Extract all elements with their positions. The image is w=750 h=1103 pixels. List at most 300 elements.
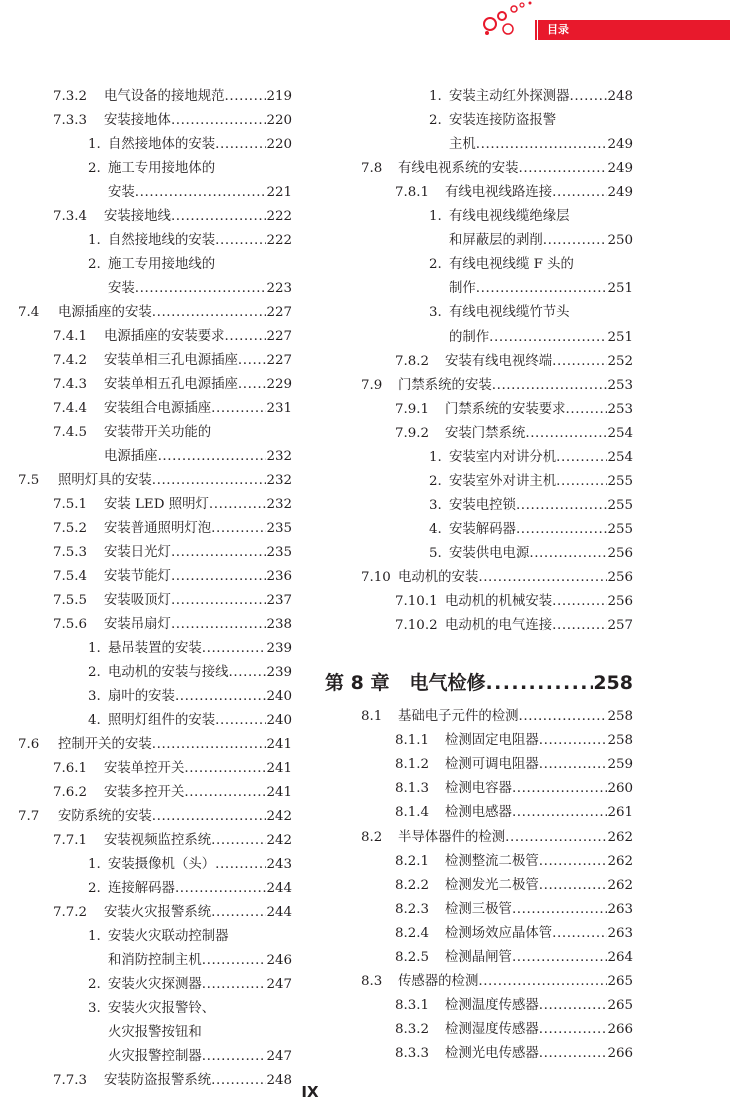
leader-dots	[238, 349, 267, 373]
toc-entry-number: 7.6	[18, 737, 40, 752]
toc-entry-page: 220	[266, 137, 292, 152]
toc-entry-page: 247	[266, 977, 292, 992]
toc-entry-number: 2.	[88, 881, 101, 896]
toc-entry-page: 255	[607, 521, 633, 537]
toc-entry[interactable]	[53, 781, 292, 805]
toc-entry-number: 2.	[429, 257, 442, 273]
leader-dots	[152, 301, 267, 325]
toc-entry[interactable]	[395, 1042, 633, 1066]
toc-entry-page: 256	[607, 570, 633, 585]
toc-entry-number: 8.2	[361, 829, 383, 845]
chapter-heading[interactable]	[325, 668, 633, 698]
toc-entry-title: 电动机的机械安装	[445, 594, 553, 610]
leader-dots	[175, 685, 266, 709]
toc-entry-page: 229	[266, 377, 292, 392]
toc-entry-page: 248	[607, 89, 633, 104]
toc-entry-title: 安装视频监控系统	[104, 833, 212, 848]
toc-entry[interactable]	[429, 205, 633, 229]
toc-entry-title: 电动机的安装	[398, 570, 479, 585]
toc-entry[interactable]	[53, 901, 292, 925]
toc-entry[interactable]	[88, 877, 292, 901]
leader-dots	[512, 777, 607, 801]
toc-entry[interactable]	[88, 157, 292, 181]
toc-entry-number: 7.8	[361, 161, 383, 177]
leader-dots	[171, 589, 266, 613]
toc-entry-title: 和消防控制主机	[108, 953, 202, 968]
toc-entry-page: 260	[607, 781, 633, 797]
toc-entry-title: 安装火灾报警铃、	[108, 1001, 216, 1016]
leader-dots	[512, 898, 607, 922]
toc-entry[interactable]	[429, 542, 633, 566]
toc-entry[interactable]	[395, 350, 633, 374]
leader-dots	[211, 901, 266, 925]
toc-entry[interactable]	[88, 661, 292, 685]
leader-dots	[152, 469, 267, 493]
toc-entry-number: 7.3.2	[53, 89, 88, 104]
toc-entry-number: 8.3.2	[395, 1022, 430, 1038]
leader-dots	[505, 826, 607, 850]
toc-entry-number: 8.1.1	[395, 733, 430, 749]
leader-dots	[209, 493, 267, 517]
toc-entry-title: 火灾报警按钮和	[108, 1025, 202, 1040]
leader-dots	[516, 518, 607, 542]
toc-entry[interactable]	[361, 826, 633, 850]
toc-entry[interactable]	[395, 801, 633, 825]
toc-entry-title: 电源插座	[104, 449, 158, 464]
toc-entry-title: 有线电视系统的安装	[398, 161, 519, 177]
toc-entry[interactable]	[53, 517, 292, 541]
toc-entry-page: 253	[607, 377, 633, 393]
toc-entry[interactable]	[395, 777, 633, 801]
toc-entry-title: 安装日光灯	[104, 545, 171, 560]
toc-entry-title: 有线电视线缆 F 头的	[449, 257, 574, 273]
toc-entry-number: 7.4.5	[53, 425, 88, 440]
toc-entry-title: 检测发光二极管	[445, 877, 539, 893]
toc-entry-number: 7.10.1	[395, 594, 438, 610]
chapter-page: 258	[593, 672, 633, 694]
toc-entry[interactable]	[53, 565, 292, 589]
toc-entry[interactable]	[53, 493, 292, 517]
toc-entry[interactable]	[429, 518, 633, 542]
leader-dots	[543, 229, 608, 253]
toc-entry-page: 223	[266, 281, 292, 296]
leader-dots	[202, 1045, 267, 1069]
toc-entry[interactable]	[88, 853, 292, 877]
toc-entry-page: 240	[266, 713, 292, 728]
toc-entry[interactable]	[108, 277, 292, 301]
toc-entry[interactable]	[395, 590, 633, 614]
toc-entry-title: 检测光电传感器	[445, 1046, 539, 1062]
toc-entry-title: 悬吊装置的安装	[108, 641, 202, 656]
toc-entry-title: 安装 LED 照明灯	[104, 497, 209, 512]
leader-dots	[225, 85, 267, 109]
toc-entry-page: 248	[266, 1073, 292, 1088]
toc-entry-page: 266	[607, 1022, 633, 1038]
toc-entry[interactable]	[53, 397, 292, 421]
toc-entry-number: 1.	[88, 233, 101, 248]
toc-entry[interactable]	[53, 421, 292, 445]
toc-entry-page: 261	[607, 805, 633, 821]
toc-entry-number: 1.	[429, 209, 442, 225]
toc-entry-title: 安装火灾报警系统	[104, 905, 212, 920]
toc-entry-title: 施工专用接地线的	[108, 257, 216, 272]
toc-entry-number: 8.1.3	[395, 781, 430, 797]
toc-entry-title: 检测电感器	[445, 805, 512, 821]
toc-entry-title: 安装摄像机（头）	[108, 857, 216, 872]
toc-entry[interactable]	[395, 874, 633, 898]
toc-entry-title: 和屏蔽层的剥削	[449, 233, 543, 249]
toc-entry-title: 安装火灾联动控制器	[108, 929, 229, 944]
toc-entry[interactable]	[449, 229, 633, 253]
toc-entry-page: 241	[266, 761, 292, 776]
leader-dots	[539, 753, 608, 777]
toc-entry-page: 265	[607, 974, 633, 990]
toc-entry[interactable]	[395, 729, 633, 753]
leader-dots	[215, 229, 266, 253]
leader-dots	[556, 446, 607, 470]
toc-entry-title: 主机	[449, 137, 476, 153]
leader-dots	[539, 1042, 608, 1066]
toc-entry-page: 264	[607, 950, 633, 965]
toc-entry-page: 250	[607, 233, 633, 249]
toc-entry-number: 7.5.1	[53, 497, 88, 512]
toc-entry-page: 227	[266, 305, 292, 320]
toc-entry-number: 8.2.4	[395, 925, 430, 941]
leader-dots	[552, 614, 607, 638]
toc-entry-page: 255	[607, 473, 633, 489]
leader-dots	[202, 973, 267, 997]
toc-entry[interactable]	[88, 997, 292, 1021]
toc-entry-page: 247	[266, 1049, 292, 1064]
leader-dots	[215, 709, 266, 733]
toc-entry-page: 237	[266, 593, 292, 608]
toc-entry-title: 制作	[449, 281, 476, 297]
header-section-tab	[538, 20, 730, 40]
toc-entry[interactable]	[18, 805, 292, 829]
toc-entry-number: 1.	[88, 137, 101, 152]
toc-entry[interactable]	[53, 325, 292, 349]
toc-entry[interactable]	[395, 181, 633, 205]
page-number: IX	[301, 1083, 319, 1101]
toc-entry-number: 7.4.3	[53, 377, 88, 392]
toc-entry[interactable]	[429, 109, 633, 133]
toc-entry-number: 7.5.5	[53, 593, 88, 608]
leader-dots	[519, 157, 608, 181]
leader-dots	[229, 661, 267, 685]
toc-entry[interactable]	[361, 566, 633, 590]
toc-entry-number: 7.4	[18, 305, 40, 320]
leader-dots	[512, 801, 607, 825]
toc-entry[interactable]	[361, 970, 633, 994]
toc-entry-number: 7.5.2	[53, 521, 88, 536]
toc-entry-title: 有线电视线缆竹节头	[449, 305, 570, 321]
leader-dots	[175, 877, 266, 901]
toc-entry-number: 8.3	[361, 974, 383, 990]
toc-entry-title: 安装单控开关	[104, 761, 185, 776]
leader-dots	[539, 729, 608, 753]
leader-dots	[476, 277, 608, 301]
toc-entry[interactable]	[361, 157, 633, 181]
toc-entry[interactable]	[395, 398, 633, 422]
leader-dots	[476, 133, 608, 157]
toc-entry[interactable]	[429, 470, 633, 494]
header-decoration-icon	[478, 0, 538, 42]
toc-entry-page: 246	[266, 953, 292, 968]
toc-entry-page: 265	[607, 998, 633, 1014]
leader-dots	[184, 757, 266, 781]
toc-entry[interactable]	[18, 469, 292, 493]
leader-dots	[211, 397, 266, 421]
toc-entry-title: 安装供电电源	[449, 545, 530, 561]
leader-dots	[135, 277, 267, 301]
leader-dots	[478, 970, 607, 994]
toc-entry[interactable]	[108, 181, 292, 205]
toc-entry-page: 232	[266, 497, 292, 512]
toc-entry[interactable]	[395, 850, 633, 874]
toc-entry-page: 240	[266, 689, 292, 704]
toc-entry[interactable]	[395, 946, 633, 970]
toc-entry-number: 8.3.3	[395, 1046, 430, 1062]
toc-entry-title: 检测电容器	[445, 781, 512, 797]
toc-entry-number: 8.1	[361, 709, 383, 724]
leader-dots	[552, 922, 607, 946]
toc-entry-title: 安装室内对讲分机	[449, 449, 557, 465]
toc-entry-title: 检测可调电阻器	[445, 757, 539, 773]
toc-entry-title: 安装门禁系统	[445, 425, 526, 441]
toc-entry-page: 241	[266, 737, 292, 752]
leader-dots	[211, 1069, 266, 1093]
toc-entry[interactable]	[53, 589, 292, 613]
toc-entry-page: 235	[266, 545, 292, 560]
toc-entry-number: 2.	[88, 257, 101, 272]
toc-entry-title: 自然接地线的安装	[108, 233, 216, 248]
header-label: 目录	[547, 23, 569, 36]
leader-dots	[512, 946, 607, 970]
toc-entry[interactable]	[53, 85, 292, 109]
toc-entry-number: 7.3.4	[53, 209, 88, 224]
toc-entry[interactable]	[108, 1021, 292, 1045]
toc-entry-number: 4.	[429, 521, 442, 537]
toc-entry[interactable]	[449, 133, 633, 157]
toc-entry[interactable]	[395, 922, 633, 946]
toc-entry[interactable]	[449, 326, 633, 350]
toc-entry[interactable]	[88, 709, 292, 733]
leader-dots	[171, 541, 266, 565]
toc-entry-page: 257	[607, 618, 633, 634]
toc-entry-number: 7.10.2	[395, 618, 438, 634]
toc-entry-title: 安装	[108, 185, 135, 200]
toc-entry-title: 的制作	[449, 329, 490, 345]
leader-dots	[566, 398, 608, 422]
toc-entry-title: 安装连接防盗报警	[449, 113, 557, 129]
toc-entry-title: 检测温度传感器	[445, 998, 539, 1014]
toc-entry-number: 7.5	[18, 473, 40, 488]
toc-entry[interactable]	[53, 541, 292, 565]
toc-entry[interactable]	[449, 277, 633, 301]
toc-entry[interactable]	[53, 349, 292, 373]
toc-entry-number: 8.1.4	[395, 805, 430, 821]
toc-entry[interactable]	[88, 973, 292, 997]
toc-entry[interactable]	[108, 949, 292, 973]
toc-entry[interactable]	[53, 829, 292, 853]
toc-entry[interactable]	[88, 685, 292, 709]
toc-entry-title: 安装接地线	[104, 209, 171, 224]
leader-dots	[225, 325, 267, 349]
leader-dots	[171, 565, 266, 589]
toc-entry-number: 3.	[429, 305, 442, 321]
toc-entry-page: 259	[607, 757, 633, 773]
toc-entry-number: 7.5.3	[53, 545, 88, 560]
toc-entry[interactable]	[88, 229, 292, 253]
leader-dots	[525, 422, 607, 446]
leader-dots	[539, 994, 608, 1018]
toc-entry-title: 检测固定电阻器	[445, 733, 539, 749]
toc-entry[interactable]	[429, 253, 633, 277]
toc-entry-page: 254	[607, 449, 633, 465]
toc-entry-page: 251	[607, 281, 633, 297]
toc-entry-number: 4.	[88, 713, 101, 728]
toc-entry-number: 8.2.1	[395, 853, 430, 869]
toc-entry-title: 照明灯组件的安装	[108, 713, 216, 728]
toc-entry-page: 253	[607, 401, 633, 417]
leader-dots	[529, 542, 607, 566]
toc-entry[interactable]	[429, 85, 633, 109]
toc-entry-title: 有线电视线缆绝缘层	[449, 209, 570, 225]
toc-entry[interactable]	[53, 205, 292, 229]
toc-entry[interactable]	[18, 301, 292, 325]
toc-entry-title: 安装吊扇灯	[104, 617, 171, 632]
toc-entry-page: 238	[266, 617, 292, 632]
leader-dots	[202, 949, 267, 973]
toc-entry-page: 242	[266, 809, 292, 824]
toc-entry-title: 安装普通照明灯泡	[104, 521, 212, 536]
toc-entry-number: 7.7.2	[53, 905, 88, 920]
leader-dots	[171, 109, 266, 133]
toc-entry-number: 8.2.3	[395, 901, 430, 917]
toc-entry-page: 235	[266, 521, 292, 536]
leader-dots	[215, 853, 266, 877]
leader-dots	[202, 637, 267, 661]
toc-entry-page: 232	[266, 473, 292, 488]
toc-entry-title: 安装吸顶灯	[104, 593, 171, 608]
toc-entry[interactable]	[53, 109, 292, 133]
toc-entry-title: 控制开关的安装	[58, 737, 152, 752]
toc-entry-number: 7.4.1	[53, 329, 88, 344]
toc-entry[interactable]	[361, 374, 633, 398]
toc-entry[interactable]	[429, 446, 633, 470]
toc-entry-number: 7.9.1	[395, 401, 430, 417]
leader-dots	[215, 133, 266, 157]
toc-entry-page: 231	[266, 401, 292, 416]
toc-entry[interactable]	[53, 1069, 292, 1093]
toc-entry-page: 220	[266, 113, 292, 128]
toc-entry[interactable]	[395, 422, 633, 446]
toc-entry-title: 安装电控锁	[449, 497, 516, 513]
toc-entry-title: 电源插座的安装要求	[104, 329, 225, 344]
toc-entry-page: 244	[266, 905, 292, 920]
toc-entry[interactable]	[395, 898, 633, 922]
toc-entry-number: 8.2.5	[395, 950, 430, 965]
toc-entry[interactable]	[18, 733, 292, 757]
toc-entry-number: 7.4.4	[53, 401, 88, 416]
toc-entry[interactable]	[88, 925, 292, 949]
toc-entry-page: 219	[266, 89, 292, 104]
toc-entry[interactable]	[53, 757, 292, 781]
toc-entry[interactable]	[395, 753, 633, 777]
leader-dots	[516, 494, 607, 518]
toc-entry[interactable]	[429, 301, 633, 325]
toc-entry-number: 7.6.2	[53, 785, 88, 800]
toc-entry-number: 7.5.6	[53, 617, 88, 632]
toc-entry-page: 244	[266, 881, 292, 896]
toc-entry-title: 施工专用接地体的	[108, 161, 216, 176]
toc-entry[interactable]	[53, 373, 292, 397]
toc-entry-title: 门禁系统的安装	[398, 377, 492, 393]
toc-entry[interactable]	[108, 1045, 292, 1069]
toc-entry[interactable]	[104, 445, 292, 469]
toc-entry-number: 5.	[429, 545, 442, 561]
leader-dots	[485, 668, 593, 698]
toc-entry[interactable]	[361, 705, 633, 729]
toc-entry-number: 3.	[88, 1001, 101, 1016]
toc-entry-number: 1.	[88, 641, 101, 656]
toc-entry-number: 7.8.2	[395, 353, 430, 369]
toc-entry-title: 检测整流二极管	[445, 853, 539, 869]
toc-entry[interactable]	[88, 637, 292, 661]
toc-entry-page: 262	[607, 829, 633, 845]
toc-entry-title: 电动机的安装与接线	[108, 665, 229, 680]
toc-entry[interactable]	[395, 1018, 633, 1042]
leader-dots	[478, 566, 607, 590]
toc-entry-page: 232	[266, 449, 292, 464]
toc-entry-number: 7.7.1	[53, 833, 88, 848]
toc-entry-number: 7.7.3	[53, 1073, 88, 1088]
toc-entry-number: 2.	[88, 977, 101, 992]
toc-entry-title: 安装室外对讲主机	[449, 473, 557, 489]
toc-entry-title: 安防系统的安装	[58, 809, 152, 824]
toc-entry-title: 火灾报警控制器	[108, 1049, 202, 1064]
toc-entry-title: 基础电子元件的检测	[398, 709, 519, 724]
toc-entry[interactable]	[53, 613, 292, 637]
toc-entry-page: 258	[607, 733, 633, 749]
toc-entry-page: 241	[266, 785, 292, 800]
toc-entry-title: 安装多控开关	[104, 785, 185, 800]
toc-entry[interactable]	[395, 994, 633, 1018]
toc-entry-title: 安装	[108, 281, 135, 296]
toc-entry-title: 检测三极管	[445, 901, 512, 917]
toc-entry-number: 7.4.2	[53, 353, 88, 368]
toc-entry[interactable]	[88, 133, 292, 157]
toc-entry-title: 扇叶的安装	[108, 689, 175, 704]
toc-entry[interactable]	[88, 253, 292, 277]
leader-dots	[552, 181, 607, 205]
toc-entry-number: 7.9	[361, 377, 383, 393]
leader-dots	[184, 781, 266, 805]
leader-dots	[552, 350, 607, 374]
toc-entry[interactable]	[429, 494, 633, 518]
toc-entry-page: 227	[266, 329, 292, 344]
leader-dots	[171, 205, 266, 229]
toc-entry[interactable]	[395, 614, 633, 638]
toc-entry-page: 256	[607, 545, 633, 561]
toc-entry-title: 自然接地体的安装	[108, 137, 216, 152]
toc-entry-title: 安装带开关功能的	[104, 425, 212, 440]
leader-dots	[152, 805, 267, 829]
toc-entry-title: 检测场效应晶体管	[445, 925, 553, 941]
leader-dots	[539, 874, 608, 898]
toc-entry-number: 2.	[88, 161, 101, 176]
leader-dots	[135, 181, 267, 205]
